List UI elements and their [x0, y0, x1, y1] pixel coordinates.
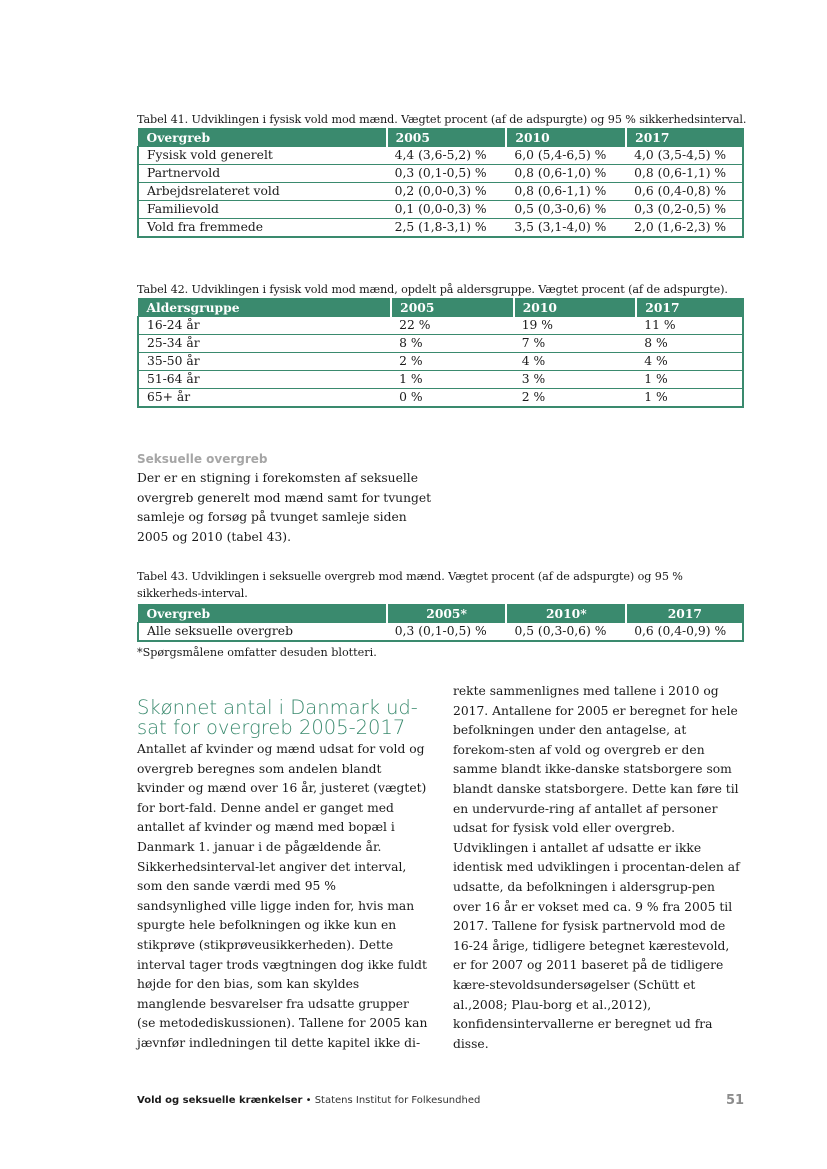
table-row	[138, 165, 743, 183]
table-row	[138, 389, 743, 408]
table-row	[138, 371, 743, 389]
table-row	[138, 201, 743, 219]
column-header: 2005*	[387, 605, 507, 623]
section-heading: Seksuelle overgreb	[137, 452, 268, 466]
column-header: 2005	[391, 299, 514, 317]
table-cell: 0,2 (0,0-0,3) %	[387, 183, 507, 201]
table-cell: 0,3 (0,2-0,5) %	[626, 201, 743, 219]
footer-publication: Vold og seksuelle krænkelser	[137, 1095, 303, 1106]
table-cell: 2,5 (1,8-3,1) %	[387, 219, 507, 238]
table-cell: 19 %	[514, 317, 637, 335]
table-header-row	[138, 129, 743, 147]
table-header-row	[138, 605, 743, 623]
table-cell: Familievold	[138, 201, 387, 219]
table-row	[138, 183, 743, 201]
table-cell: Alle seksuelle overgreb	[138, 623, 387, 642]
table42-caption: Tabel 42. Udviklingen i fysisk vold mod mænd, opdelt på aldersgruppe. Vægtet procent (af de adspurgte).	[137, 283, 728, 296]
table-cell: 0,3 (0,1-0,5) %	[387, 623, 507, 642]
table-cell: Arbejdsrelateret vold	[138, 183, 387, 201]
table-cell: 8 %	[636, 335, 743, 353]
column-header: 2005	[387, 129, 507, 147]
page-footer	[137, 1095, 480, 1106]
table-cell: 1 %	[636, 389, 743, 408]
table-cell: 0,6 (0,4-0,9) %	[626, 623, 743, 642]
table-cell: 16-24 år	[138, 317, 391, 335]
table41-caption: Tabel 41. Udviklingen i fysisk vold mod mænd. Vægtet procent (af de adspurgte) og 95 % sikkerhedsinterval.	[137, 113, 747, 126]
column-header: 2017	[626, 605, 743, 623]
table-cell: Partnervold	[138, 165, 387, 183]
table-cell: 1 %	[636, 371, 743, 389]
table-cell: 11 %	[636, 317, 743, 335]
column-header: 2010	[514, 299, 637, 317]
article-left-column: Antallet af kvinder og mænd udsat for vold og overgreb beregnes som andelen blandt kvinder og mænd over 16 år, justeret (vægtet) for bort-fald. Denne andel er ganget med antallet af kvinder og mænd med bopæl i Danmark 1. januar i de pågældende år. Sikkerhedsinterval-let angiver det interval, som den sande værdi med 95 % sandsynlighed ville ligge inden for, hvis man spurgte hele befolkningen og ikke kun en stikprøve (stikprøveusikkerheden). Dette interval tager trods vægtningen dog ikke fuldt højde for den bias, som kan skyldes manglende besvarelser fra udsatte grupper (se metodediskussionen). Tallene for 2005 kan jævnfør indledningen til dette kapitel ikke di-	[137, 742, 428, 1050]
table-cell: 22 %	[391, 317, 514, 335]
table-row	[138, 317, 743, 335]
table-header-row	[138, 299, 743, 317]
table-cell: 0,8 (0,6-1,1) %	[626, 165, 743, 183]
table-cell: 4 %	[636, 353, 743, 371]
table-cell: 65+ år	[138, 389, 391, 408]
table-cell: 25-34 år	[138, 335, 391, 353]
table41	[137, 128, 744, 238]
column-header: 2017	[636, 299, 743, 317]
table-cell: 0,8 (0,6-1,1) %	[506, 183, 626, 201]
article-heading: Skønnet antal i Danmark ud-sat for overgreb 2005-2017	[137, 696, 418, 739]
footer-institute: Statens Institut for Folkesundhed	[314, 1095, 481, 1106]
table-cell: 35-50 år	[138, 353, 391, 371]
table-cell: 0,5 (0,3-0,6) %	[506, 201, 626, 219]
table-cell: 0,1 (0,0-0,3) %	[387, 201, 507, 219]
column-header: 2010	[506, 129, 626, 147]
table-row	[138, 335, 743, 353]
table-cell: 4,0 (3,5-4,5) %	[626, 147, 743, 165]
table43	[137, 604, 744, 642]
table-cell: Vold fra fremmede	[138, 219, 387, 238]
table-cell: 7 %	[514, 335, 637, 353]
table-row	[138, 353, 743, 371]
table-cell: 2 %	[391, 353, 514, 371]
page-number: 51	[726, 1093, 745, 1108]
table43-footnote: *Spørgsmålene omfatter desuden blotteri.	[137, 646, 377, 659]
table-cell: 2,0 (1,6-2,3) %	[626, 219, 743, 238]
table-cell: 51-64 år	[138, 371, 391, 389]
table-cell: 0,8 (0,6-1,0) %	[506, 165, 626, 183]
table-row	[138, 147, 743, 165]
table-cell: 3,5 (3,1-4,0) %	[506, 219, 626, 238]
table-cell: 3 %	[514, 371, 637, 389]
table42	[137, 298, 744, 408]
table-cell: 4,4 (3,6-5,2) %	[387, 147, 507, 165]
column-header: Overgreb	[138, 129, 387, 147]
table-row	[138, 623, 743, 642]
column-header: Aldersgruppe	[138, 299, 391, 317]
column-header: Overgreb	[138, 605, 387, 623]
table-cell: 2 %	[514, 389, 637, 408]
table-cell: 0 %	[391, 389, 514, 408]
table-cell: 0,3 (0,1-0,5) %	[387, 165, 507, 183]
column-header: 2017	[626, 129, 743, 147]
table-cell: 8 %	[391, 335, 514, 353]
table43-caption: Tabel 43. Udviklingen i seksuelle overgreb mod mænd. Vægtet procent (af de adspurgte) og 95 % sikkerheds-interval.	[137, 570, 683, 600]
column-header: 2010*	[506, 605, 626, 623]
table-cell: 4 %	[514, 353, 637, 371]
table-row	[138, 219, 743, 238]
article-right-column: rekte sammenlignes med tallene i 2010 og 2017. Antallene for 2005 er beregnet for hele befolkningen under den antagelse, at forekom-sten af vold og overgreb er den samme blandt ikke-danske statsborgere som blandt danske statsborgere. Dette kan føre til en undervurde-ring af antallet af personer udsat for fysisk vold eller overgreb. Udviklingen i antallet af udsatte er ikke identisk med udviklingen i procentan-delen af udsatte, da befolkningen i aldersgrup-pen over 16 år er vokset med ca. 9 % fra 2005 til 2017. Tallene for fysisk partnervold mod de 16-24 årige, tidligere betegnet kærestevold, er for 2007 og 2011 baseret på de tidligere kære-stevoldsundersøgelser (Schütt et al.,2008; Plau-borg et al.,2012), konfidensintervallerne er beregnet ud fra disse.	[453, 684, 740, 1051]
table-cell: 0,5 (0,3-0,6) %	[506, 623, 626, 642]
table-cell: 0,6 (0,4-0,8) %	[626, 183, 743, 201]
table-cell: 1 %	[391, 371, 514, 389]
footer-separator: •	[302, 1095, 315, 1106]
table-cell: Fysisk vold generelt	[138, 147, 387, 165]
section-paragraph: Der er en stigning i forekomsten af seksuelle overgreb generelt mod mænd samt for tvunget samleje og forsøg på tvunget samleje siden 2005 og 2010 (tabel 43).	[137, 471, 432, 544]
table-cell: 6,0 (5,4-6,5) %	[506, 147, 626, 165]
